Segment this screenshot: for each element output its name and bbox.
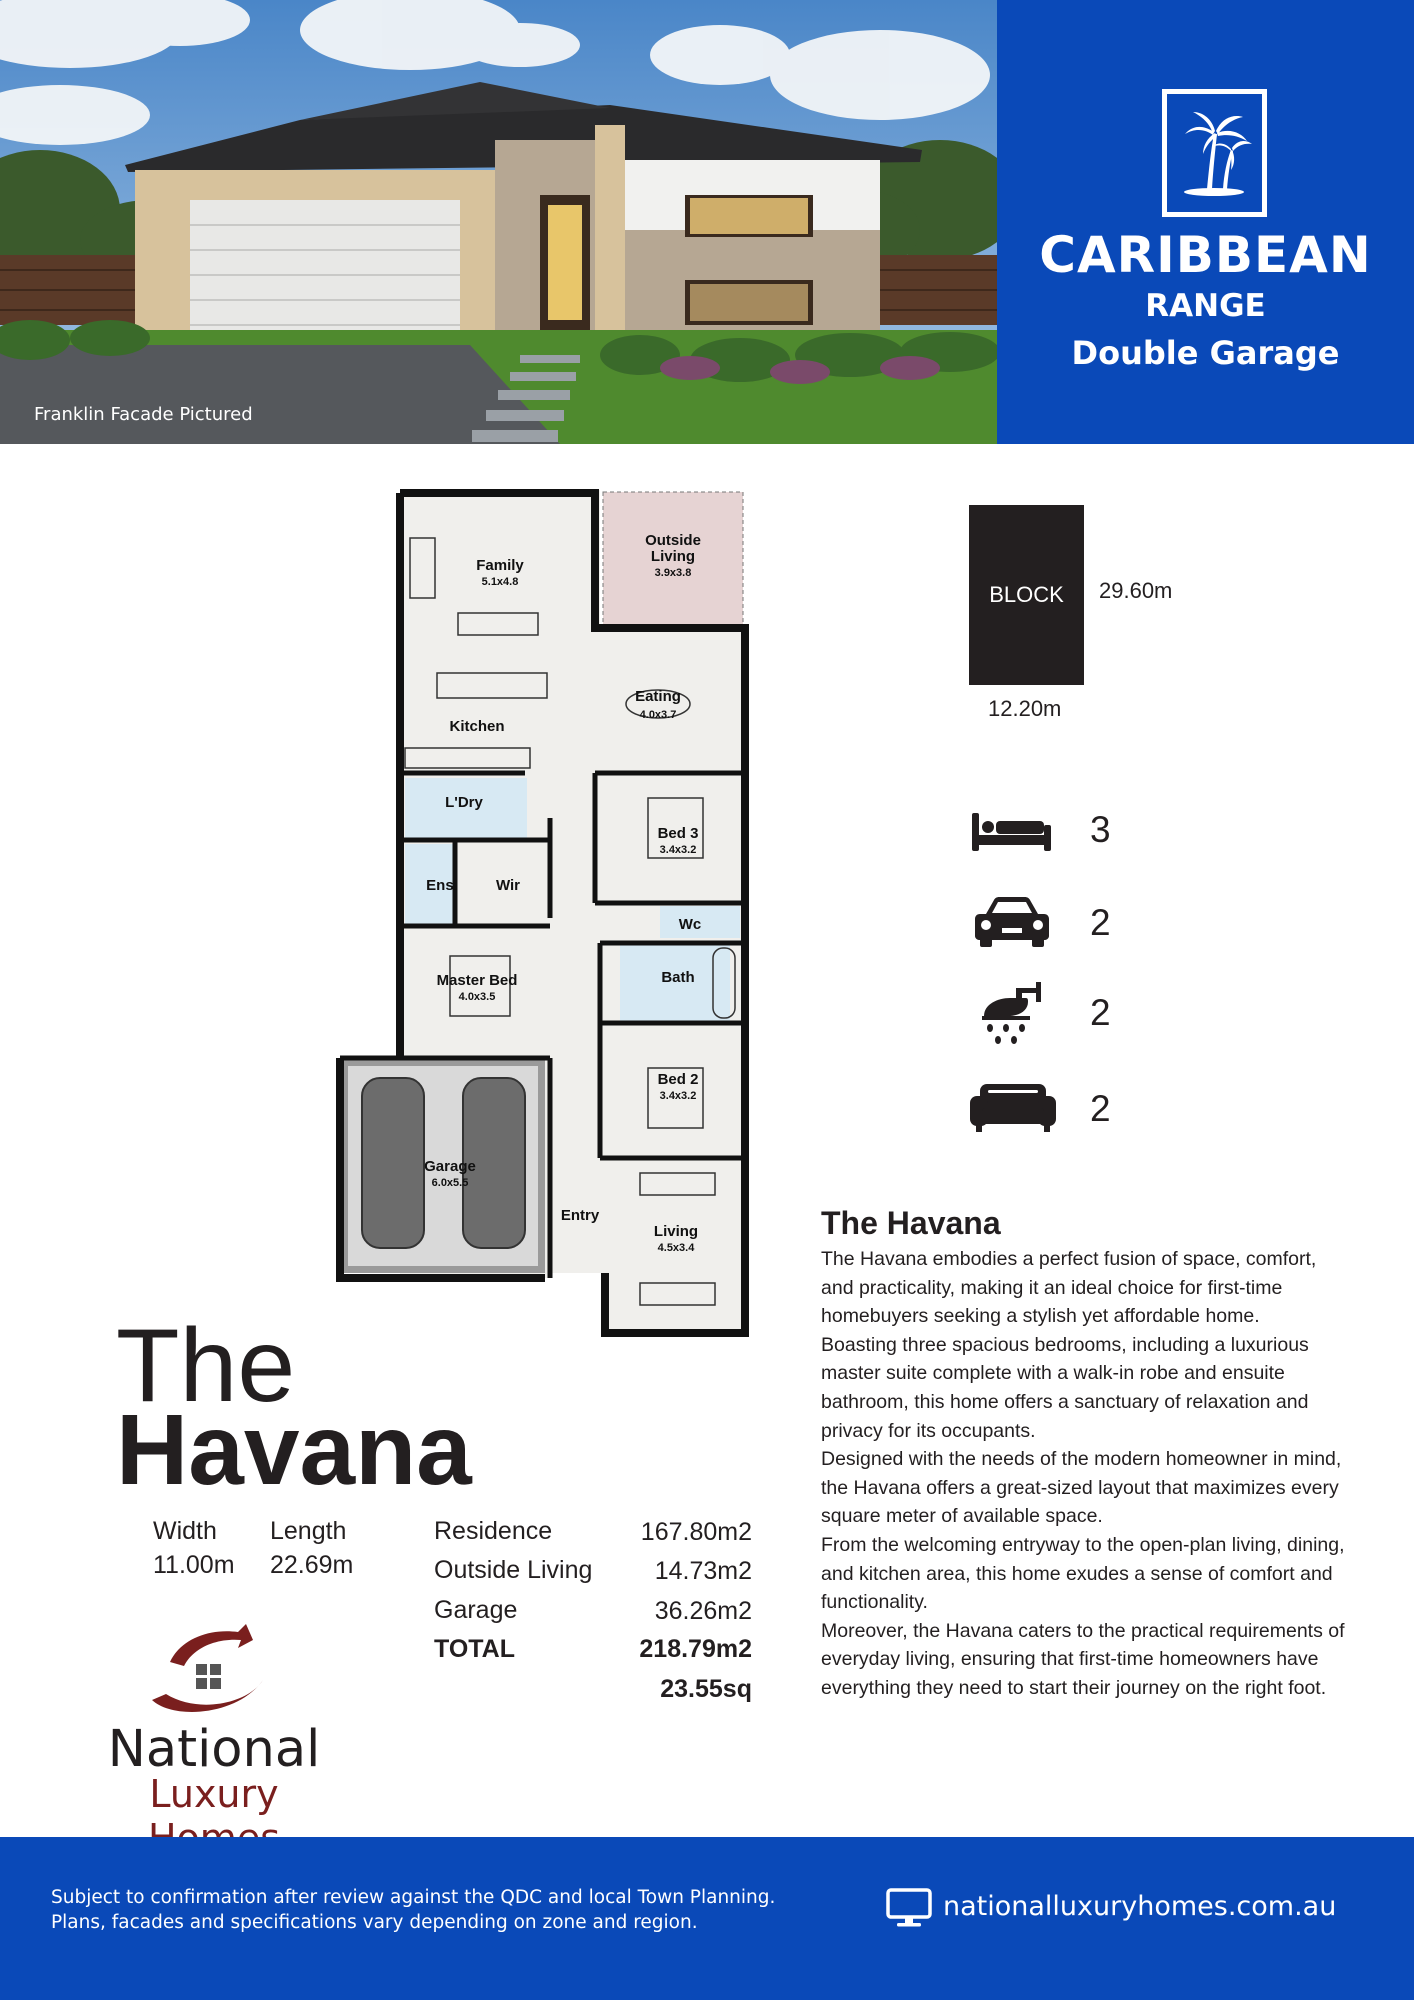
room-dims-eating: 4.0x3.7: [639, 709, 677, 721]
room-dims-family: 5.1x4.8: [481, 576, 519, 588]
room-label-laundry: L'Dry: [445, 794, 483, 811]
room-dims-garage: 6.0x5.5: [431, 1177, 469, 1189]
description-body: [821, 1245, 1351, 1703]
room-label-family: Family: [476, 557, 524, 574]
palm-trees-icon: [1162, 89, 1267, 217]
facade-caption: Franklin Facade Pictured: [34, 404, 253, 425]
room-dims-bed3: 3.4x3.2: [659, 844, 697, 856]
room-label-kitchen: Kitchen: [449, 718, 505, 735]
monitor-icon: [885, 1887, 933, 1929]
room-label-entry: Entry: [560, 1207, 600, 1224]
width-value: 11.00m: [153, 1551, 235, 1579]
bathrooms-feature: [968, 982, 1168, 1042]
disclaimer-line: Plans, facades and specifications vary depending on zone and region.: [51, 1912, 698, 1933]
room-label-ensuite: Ens.: [426, 877, 458, 894]
bedrooms-count: 3: [1090, 809, 1111, 850]
block-label: BLOCK: [989, 582, 1064, 607]
room-label-master-bed: Master Bed: [436, 972, 518, 989]
footer: [0, 1837, 1414, 2000]
room-label-wc: Wc: [678, 916, 702, 933]
room-label-bed3: Bed 3: [657, 825, 699, 842]
description-paragraph: Designed with the needs of the modern homeowner in mind, the Havana offers a great-sized layout that maximizes every square meter of available space.: [821, 1448, 1342, 1528]
area-value-total: 218.79m2: [639, 1635, 752, 1663]
room-label-eating: Eating: [635, 688, 681, 705]
width-label: Width: [153, 1517, 217, 1545]
room-dims-master-bed: 4.0x3.5: [458, 991, 496, 1003]
range-name: CARIBBEAN: [1039, 226, 1372, 284]
block-width: 12.20m: [988, 696, 1062, 721]
area-value-residence: 167.80m2: [640, 1518, 752, 1546]
room-label-garage: Garage: [424, 1158, 476, 1175]
garage-count: 2: [1090, 902, 1111, 943]
sofa-icon: [968, 1078, 1056, 1138]
area-label-outside-living: Outside Living: [434, 1556, 593, 1584]
garage-variant: Double Garage: [1071, 334, 1340, 372]
description-paragraph: The Havana embodies a perfect fusion of space, comfort, and practicality, making it an ideal choice for first-time homebuyers seeking a stylish yet affordable home.: [821, 1248, 1317, 1328]
bathrooms-count: 2: [1090, 992, 1111, 1033]
website-url[interactable]: nationalluxuryhomes.com.au: [943, 1891, 1337, 1922]
range-brand-panel: [997, 0, 1414, 444]
room-label-bed2: Bed 2: [657, 1071, 699, 1088]
room-label-bath: Bath: [661, 969, 695, 986]
description-paragraph: From the welcoming entryway to the open-plan living, dining, and kitchen area, this home exudes a sense of comfort and functionality.: [821, 1533, 1345, 1614]
room-dims-bed2: 3.4x3.2: [659, 1090, 697, 1102]
room-label-outside-living: Outside: [645, 532, 701, 549]
block-depth: 29.60m: [1099, 578, 1173, 603]
company-name-sub: Luxury: [149, 1772, 279, 1816]
bed-icon: [968, 799, 1056, 859]
range-label: RANGE: [1145, 288, 1266, 324]
car-icon: [968, 892, 1056, 952]
block-diagram: [969, 505, 1084, 685]
length-label: Length: [270, 1517, 347, 1545]
area-label-garage: Garage: [434, 1596, 518, 1624]
area-value-squares: 23.55sq: [660, 1675, 752, 1703]
facade-illustration: [0, 0, 997, 444]
room-label-living: Living: [653, 1223, 699, 1240]
design-title: Havana: [116, 1394, 472, 1506]
description-title: The Havana: [821, 1205, 1001, 1241]
room-dims-outside-living: 3.9x3.8: [654, 567, 692, 579]
floor-plan: [330, 478, 760, 1338]
living-areas-feature: [968, 1078, 1168, 1138]
length-value: 22.69m: [270, 1551, 354, 1579]
area-value-garage: 36.26m2: [654, 1597, 752, 1625]
area-value-outside-living: 14.73m2: [654, 1557, 752, 1585]
design-title-prefix: The: [116, 1308, 296, 1424]
room-dims-living: 4.5x3.4: [657, 1242, 695, 1254]
description-paragraph: Boasting three spacious bedrooms, including a luxurious master suite complete with a walk-in robe and ensuite bathroom, this home offers a sanctuary of relaxation and privacy for its occupants.: [821, 1333, 1309, 1442]
room-label-outside-living-2: Living: [650, 548, 696, 565]
room-label-wir: Wir: [495, 877, 521, 894]
disclaimer-line: Subject to confirmation after review against the QDC and local Town Planning.: [51, 1887, 776, 1908]
garage-feature: [968, 892, 1168, 952]
shower-icon: [968, 982, 1056, 1042]
facade-photo: [0, 0, 997, 444]
area-label-total: TOTAL: [434, 1635, 516, 1663]
bedrooms-feature: [968, 799, 1168, 859]
description-paragraph: Moreover, the Havana caters to the practical requirements of everyday living, ensuring that first-time homeowners have everything they need to start their journey on the right foot.: [821, 1619, 1345, 1699]
area-label-residence: Residence: [434, 1517, 553, 1545]
company-name: National: [107, 1720, 321, 1779]
living-areas-count: 2: [1090, 1088, 1111, 1129]
floor-plan-drawing: [330, 478, 760, 1338]
disclaimer: [51, 1885, 811, 1935]
